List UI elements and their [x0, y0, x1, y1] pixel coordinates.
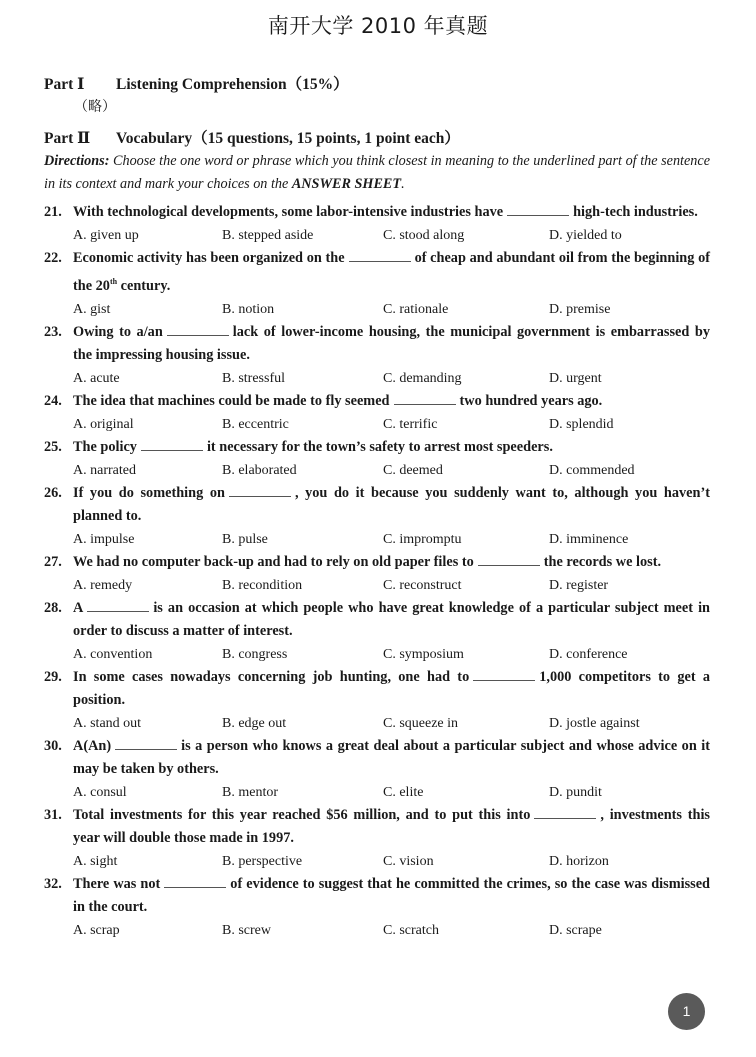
option-row	[44, 224, 710, 247]
answer-blank	[141, 437, 203, 451]
stem-after-blank: the records we lost.	[543, 553, 662, 570]
option-d[interactable]: D. urgent	[549, 370, 602, 386]
option-d[interactable]: D. jostle against	[549, 715, 640, 731]
stem-after-blank: lack of lower-income housing, the municipal government is embarrassed by the impressing housing issue.	[73, 323, 711, 363]
stem-before-blank: In some cases nowadays concerning job hunting, one had to	[73, 668, 470, 685]
question-stem	[44, 873, 710, 919]
option-b[interactable]: B. congress	[222, 646, 288, 662]
question-item	[44, 482, 710, 551]
stem-before-blank: A	[73, 599, 84, 616]
option-a[interactable]: A. sight	[73, 853, 118, 869]
question-item	[44, 390, 710, 436]
part-1-number: Part Ⅰ	[44, 76, 85, 93]
question-stem	[44, 436, 710, 459]
option-row	[44, 528, 710, 551]
question-item	[44, 597, 710, 666]
option-c[interactable]: C. impromptu	[383, 531, 462, 547]
question-stem	[44, 201, 710, 224]
stem-after-blank: high-tech industries.	[573, 204, 698, 220]
question-number: 25.	[44, 438, 62, 455]
question-item	[44, 436, 710, 482]
stem-before-blank: Owing to a/an	[73, 323, 163, 340]
option-a[interactable]: A. impulse	[73, 531, 135, 547]
stem-before-blank: Total investments for this year reached $56 million, and to put this into	[73, 806, 531, 823]
answer-blank	[394, 391, 456, 405]
option-c[interactable]: C. rationale	[383, 301, 449, 317]
answer-blank	[478, 552, 540, 566]
option-c[interactable]: C. terrific	[383, 416, 438, 432]
answer-blank	[167, 322, 229, 336]
option-c[interactable]: C. elite	[383, 784, 424, 800]
stem-after-blank: of cheap and abundant oil from the beginning of the 20th century.	[73, 250, 710, 294]
stem-before-blank: Economic activity has been organized on the	[73, 250, 345, 266]
option-c[interactable]: C. stood along	[383, 228, 465, 243]
part-1-heading	[44, 72, 349, 94]
option-row	[44, 919, 710, 942]
page-number-badge: 1	[668, 993, 705, 1030]
part-1-omitted-note: （略）	[74, 100, 116, 115]
question-list	[44, 201, 710, 942]
question-item	[44, 804, 710, 873]
option-c[interactable]: C. reconstruct	[383, 577, 462, 593]
option-a[interactable]: A. remedy	[73, 577, 133, 593]
option-row	[44, 298, 710, 321]
question-stem	[44, 597, 710, 643]
answer-sheet-emphasis: ANSWER SHEET	[291, 176, 402, 192]
option-a[interactable]: A. convention	[73, 646, 153, 662]
answer-blank	[115, 736, 177, 750]
question-stem	[44, 666, 710, 712]
question-item	[44, 247, 710, 321]
option-row	[44, 712, 710, 735]
option-b[interactable]: B. edge out	[222, 715, 287, 731]
question-stem	[44, 321, 710, 367]
part-2-number: Part Ⅱ	[44, 130, 91, 147]
answer-blank	[349, 248, 411, 262]
stem-after-blank: it necessary for the town’s safety to arrest most speeders.	[206, 438, 553, 455]
option-b[interactable]: B. notion	[222, 301, 275, 317]
question-item	[44, 873, 710, 942]
question-stem	[44, 551, 710, 574]
option-d[interactable]: D. horizon	[549, 853, 609, 869]
question-stem	[44, 482, 710, 528]
stem-after-blank: of evidence to suggest that he committed the crimes, so the case was dismissed in the court.	[73, 875, 711, 915]
option-row	[44, 574, 710, 597]
question-number: 31.	[44, 806, 62, 823]
question-stem	[44, 735, 710, 781]
question-number: 27.	[44, 553, 62, 570]
option-d[interactable]: D. scrape	[549, 922, 602, 938]
stem-after-blank: 1,000 competitors to get a position.	[73, 668, 710, 708]
question-number: 24.	[44, 392, 62, 409]
part-2-title: Vocabulary（15 questions, 15 points, 1 point each）	[116, 130, 460, 147]
option-b[interactable]: B. elaborated	[222, 462, 297, 478]
option-d[interactable]: D. splendid	[549, 416, 614, 432]
question-number: 21.	[44, 204, 62, 220]
option-c[interactable]: C. vision	[383, 853, 434, 869]
option-b[interactable]: B. stepped aside	[222, 228, 314, 243]
option-d[interactable]: D. register	[549, 577, 609, 593]
answer-blank	[534, 805, 596, 819]
stem-before-blank: If you do something on	[73, 484, 225, 501]
question-number: 26.	[44, 484, 62, 501]
question-number: 30.	[44, 737, 62, 754]
option-b[interactable]: B. stressful	[222, 370, 285, 386]
answer-blank	[229, 483, 291, 497]
question-number: 29.	[44, 668, 62, 685]
option-b[interactable]: B. screw	[222, 922, 271, 938]
option-a[interactable]: A. scrap	[73, 922, 120, 938]
option-a[interactable]: A. gist	[73, 301, 111, 317]
option-c[interactable]: C. symposium	[383, 646, 464, 662]
option-row	[44, 459, 710, 482]
option-row	[44, 413, 710, 436]
question-number: 28.	[44, 599, 62, 616]
option-row	[44, 367, 710, 390]
option-b[interactable]: B. pulse	[222, 531, 268, 547]
option-a[interactable]: A. narrated	[73, 462, 136, 478]
answer-blank	[87, 598, 149, 612]
stem-after-blank: is a person who knows a great deal about a particular subject and whose advice on it may be taken by others.	[73, 737, 710, 777]
question-number: 22.	[44, 250, 62, 266]
question-stem	[44, 804, 710, 850]
option-a[interactable]: A. original	[73, 416, 134, 432]
stem-after-blank: , investments this year will double those made in 1997.	[73, 806, 710, 846]
option-d[interactable]: D. yielded to	[549, 228, 622, 243]
option-d[interactable]: D. conference	[549, 646, 628, 662]
option-a[interactable]: A. acute	[73, 370, 120, 386]
stem-before-blank: The idea that machines could be made to fly seemed	[73, 392, 390, 409]
stem-before-blank: A(An)	[73, 737, 112, 754]
option-b[interactable]: B. mentor	[222, 784, 278, 800]
question-item	[44, 666, 710, 735]
option-d[interactable]: D. commended	[549, 462, 635, 478]
answer-blank	[164, 874, 226, 888]
option-c[interactable]: C. demanding	[383, 370, 462, 386]
option-a[interactable]: A. given up	[73, 228, 139, 243]
option-b[interactable]: B. eccentric	[222, 416, 289, 432]
question-number: 23.	[44, 323, 62, 340]
question-item	[44, 735, 710, 804]
question-stem	[44, 247, 710, 298]
stem-after-blank: , you do it because you suddenly want to, although you haven’t planned to.	[73, 484, 710, 524]
part-1-title: Listening Comprehension（15%）	[116, 76, 349, 93]
option-row	[44, 781, 710, 804]
option-d[interactable]: D. imminence	[549, 531, 629, 547]
option-d[interactable]: D. pundit	[549, 784, 602, 800]
directions-text: Choose the one word or phrase which you think closest in meaning to the underlined part of the sentence in its context and mark your choices on the	[44, 153, 710, 192]
stem-after-blank: is an occasion at which people who have great knowledge of a particular subject meet in order to discuss a matter of interest.	[73, 599, 710, 639]
question-item	[44, 551, 710, 597]
option-c[interactable]: C. deemed	[383, 462, 443, 478]
stem-before-blank: We had no computer back-up and had to rely on old paper files to	[73, 553, 474, 570]
question-item	[44, 321, 710, 390]
option-c[interactable]: C. scratch	[383, 922, 439, 938]
option-c[interactable]: C. squeeze in	[383, 715, 459, 731]
answer-blank	[473, 667, 535, 681]
directions-label: Directions:	[44, 153, 110, 169]
option-a[interactable]: A. stand out	[73, 715, 142, 731]
stem-before-blank: There was not	[73, 875, 161, 892]
directions-end: .	[401, 176, 405, 192]
stem-after-blank: two hundred years ago.	[459, 392, 603, 409]
option-b[interactable]: B. recondition	[222, 577, 303, 593]
part-2-heading	[44, 126, 460, 148]
stem-before-blank: The policy	[73, 438, 137, 455]
option-b[interactable]: B. perspective	[222, 853, 303, 869]
option-row	[44, 643, 710, 666]
stem-before-blank: With technological developments, some labor-intensive industries have	[73, 204, 504, 220]
option-row	[44, 850, 710, 873]
answer-blank	[507, 202, 569, 216]
question-number: 32.	[44, 875, 62, 892]
directions	[44, 150, 710, 196]
question-stem	[44, 390, 710, 413]
page-title: 南开大学 2010 年真题	[267, 14, 489, 38]
option-d[interactable]: D. premise	[549, 301, 611, 317]
option-a[interactable]: A. consul	[73, 784, 127, 800]
question-item	[44, 201, 710, 247]
